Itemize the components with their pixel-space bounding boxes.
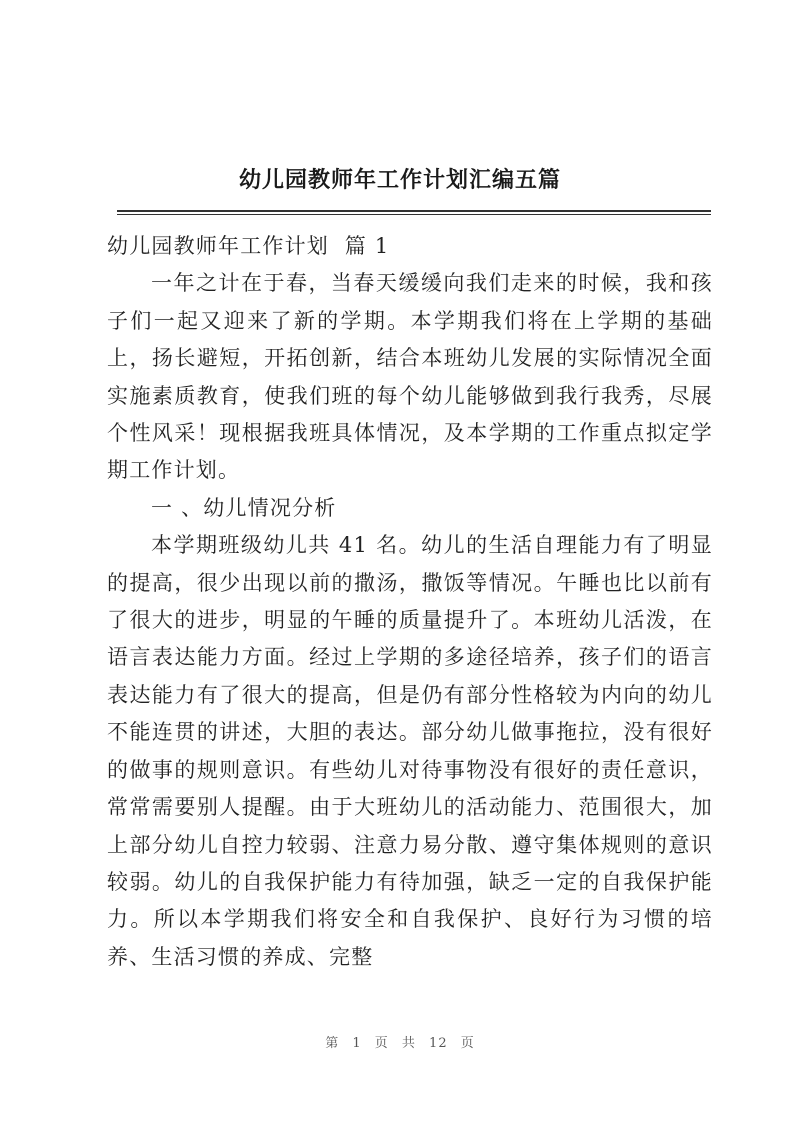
section-heading: 幼儿园教师年工作计划 篇 1 bbox=[107, 234, 390, 258]
page-footer: 第 1 页 共 12 页 bbox=[325, 1036, 475, 1051]
title-divider bbox=[117, 210, 711, 215]
paragraph-intro: 一年之计在于春，当春天缓缓向我们走来的时候，我和孩子们一起又迎来了新的学期。本学期我们将在上学期的基础上，扬长避短，开拓创新，结合本班幼儿发展的实际情况全面实施素质教育，使我们班的每个幼儿能够做到我行我秀，尽展个性风采！现根据我班具体情况，及本学期的工作重点拟定学期工作计划。 bbox=[107, 271, 713, 483]
document-body bbox=[107, 228, 713, 976]
paragraph-child-analysis: 本学期班级幼儿共 41 名。幼儿的生活自理能力有了明显的提高，很少出现以前的撒汤，撒饭等情况。午睡也比以前有了很大的进步，明显的午睡的质量提升了。本班幼儿活泼，在语言表达能力方面。经过上学期的多途径培养，孩子们的语言表达能力有了很大的提高，但是仍有部分性格较为内向的幼儿不能连贯的讲述，大胆的表达。部分幼儿做事拖拉，没有很好的做事的规则意识。有些幼儿对待事物没有很好的责任意识，常常需要别人提醒。由于大班幼儿的活动能力、范围很大，加上部分幼儿自控力较弱、注意力易分散、遵守集体规则的意识较弱。幼儿的自我保护能力有待加强，缺乏一定的自我保护能力。所以本学期我们将安全和自我保护、良好行为习惯的培养、生活习惯的养成、完整 bbox=[107, 533, 713, 969]
document-title: 幼儿园教师年工作计划汇编五篇 bbox=[238, 167, 561, 193]
subheading-child-analysis: 一 、幼儿情况分析 bbox=[151, 495, 337, 520]
